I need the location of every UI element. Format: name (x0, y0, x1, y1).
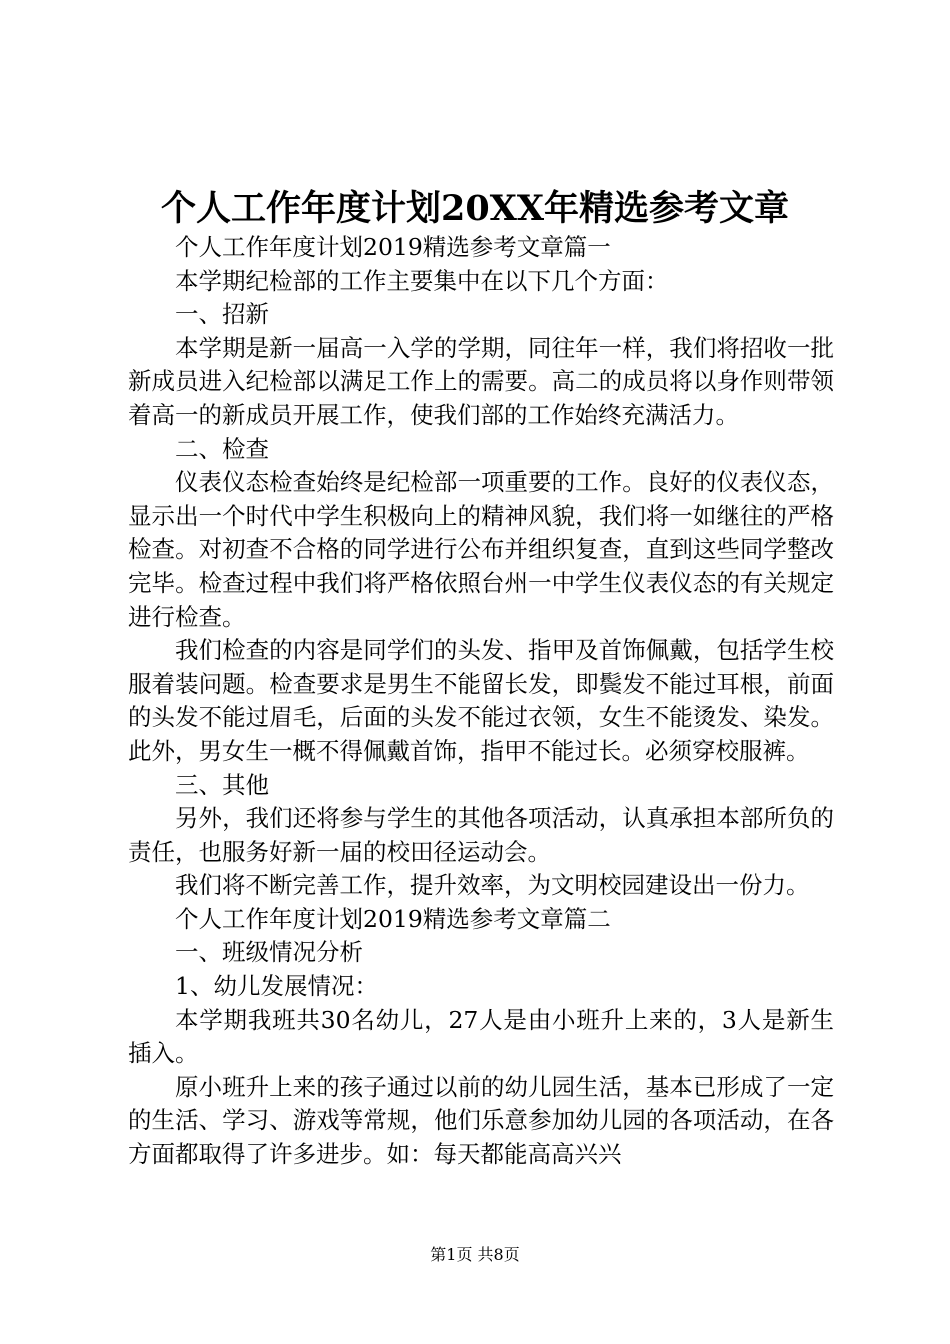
paragraph: 我们检查的内容是同学们的头发、指甲及首饰佩戴，包括学生校服着装问题。检查要求是男生不能留长发，即鬓发不能过耳根，前面的头发不能过眉毛，后面的头发不能过衣领，女生不能烫发、染发。此外，男女生一概不得佩戴首饰，指甲不能过长。必须穿校服裤。 (128, 636, 834, 765)
section-heading: 一、招新 (175, 300, 269, 329)
section-heading: 一、班级情况分析 (175, 938, 363, 967)
section-heading: 三、其他 (175, 770, 269, 799)
paragraph: 我们将不断完善工作，提升效率，为文明校园建设出一份力。 (175, 871, 810, 900)
document-body (128, 231, 834, 1172)
paragraph: 个人工作年度计划2019精选参考文章篇一 (175, 233, 611, 261)
page-footer: 第1页 共8页 (430, 1245, 520, 1264)
document-title: 个人工作年度计划20XX年精选参考文章 (160, 188, 790, 229)
paragraph: 本学期我班共30名幼儿，27人是由小班升上来的，3人是新生插入。 (128, 1005, 834, 1068)
paragraph: 另外，我们还将参与学生的其他各项活动，认真承担本部所负的责任，也服务好新一届的校田径运动会。 (128, 804, 834, 866)
paragraph: 本学期是新一届高一入学的学期，同往年一样，我们将招收一批新成员进入纪检部以满足工作上的需要。高二的成员将以身作则带领着高一的新成员开展工作，使我们部的工作始终充满活力。 (128, 333, 834, 429)
paragraph: 原小班升上来的孩子通过以前的幼儿园生活，基本已形成了一定的生活、学习、游戏等常规，他们乐意参加幼儿园的各项活动，在各方面都取得了许多进步。如：每天都能高高兴兴 (128, 1072, 834, 1169)
paragraph: 仪表仪态检查始终是纪检部一项重要的工作。良好的仪表仪态，显示出一个时代中学生积极向上的精神风貌，我们将一如继往的严格检查。对初查不合格的同学进行公布并组织复查，直到这些同学整改完毕。检查过程中我们将严格依照台州一中学生仪表仪态的有关规定进行检查。 (128, 468, 834, 631)
paragraph: 本学期纪检部的工作主要集中在以下几个方面： (175, 266, 669, 295)
subsection-heading: 1、幼儿发展情况： (175, 972, 378, 1001)
section-heading: 二、检查 (175, 434, 269, 463)
article-heading: 个人工作年度计划2019精选参考文章篇二 (175, 904, 611, 933)
